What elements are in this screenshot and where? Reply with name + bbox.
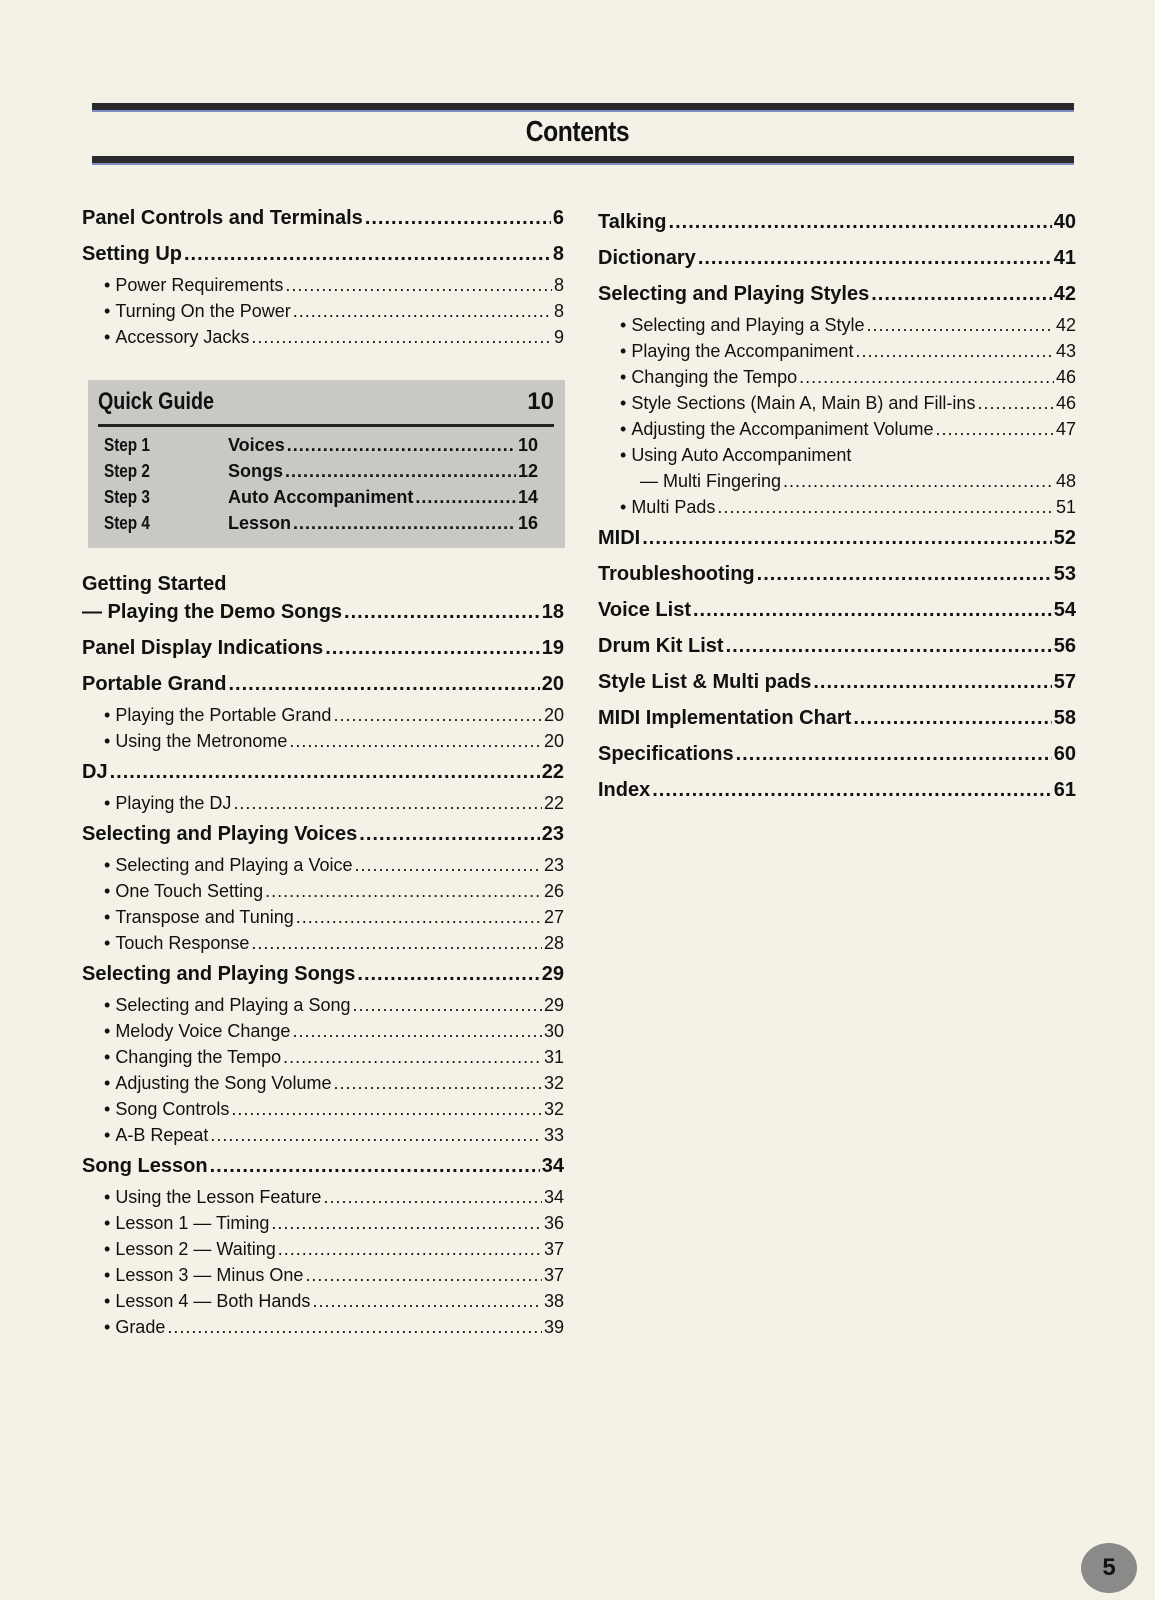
toc-subentry[interactable] [82, 1314, 564, 1340]
quick-guide-step[interactable] [104, 432, 538, 458]
toc-entry[interactable] [82, 666, 564, 702]
toc-entry-label: MIDI [598, 527, 641, 549]
toc-entry-label: Troubleshooting [598, 563, 755, 585]
bullet-icon: • [620, 445, 627, 465]
toc-entry-page: 32 [543, 1099, 564, 1119]
toc-entry-label: Selecting and Playing a Style [631, 315, 865, 335]
toc-subentry[interactable] [598, 338, 1076, 364]
leader-dots [323, 1184, 542, 1210]
bullet-icon: • [620, 367, 627, 387]
leader-dots [110, 754, 540, 790]
toc-entry-label: Turning On the Power [115, 301, 291, 321]
toc-entry-label: — Multi Fingering [640, 471, 782, 491]
leader-dots [365, 200, 551, 236]
toc-entry-page: 42 [1053, 283, 1076, 305]
toc-entry-label: Transpose and Tuning [115, 907, 294, 927]
leader-dots [293, 510, 516, 536]
step-title: Songs [228, 461, 284, 481]
bullet-icon: • [104, 1021, 111, 1041]
toc-entry-label: Panel Controls and Terminals [82, 207, 363, 229]
toc-subentry[interactable] [82, 852, 564, 878]
toc-subentry[interactable] [82, 298, 564, 324]
toc-entry-label: Dictionary [598, 247, 696, 269]
leader-dots [251, 930, 542, 956]
toc-subentry[interactable] [82, 272, 564, 298]
bullet-icon: • [620, 315, 627, 335]
quick-guide-step[interactable] [104, 458, 538, 484]
leader-dots [228, 666, 539, 702]
bullet-icon: • [104, 1125, 111, 1145]
toc-subentry[interactable] [598, 442, 1076, 468]
leader-dots [652, 772, 1052, 808]
toc-subentry[interactable] [82, 1262, 564, 1288]
leader-dots [726, 628, 1052, 664]
quick-guide-step[interactable] [104, 510, 538, 536]
toc-entry-label: Lesson 3 — Minus One [115, 1265, 304, 1285]
quick-guide-page: 10 [527, 388, 554, 415]
step-label [104, 484, 413, 510]
leader-dots [757, 556, 1052, 592]
toc-entry-page: 41 [1053, 247, 1076, 269]
toc-entry-page: 48 [1055, 471, 1076, 491]
bullet-icon: • [104, 855, 111, 875]
toc-subentry[interactable] [82, 1018, 564, 1044]
toc-entry-page: 32 [543, 1073, 564, 1093]
toc-entry-label: Melody Voice Change [115, 1021, 291, 1041]
leader-dots [305, 1262, 542, 1288]
toc-entry-label: Lesson 2 — Waiting [115, 1239, 276, 1259]
bullet-icon: • [104, 731, 111, 751]
toc-entry-page: 53 [1053, 563, 1076, 585]
toc-entry-label: — Playing the Demo Songs [82, 601, 343, 623]
toc-entry[interactable] [82, 630, 564, 666]
toc-subentry[interactable] [82, 324, 564, 350]
toc-entry-label: Using Auto Accompaniment [631, 445, 852, 465]
toc-entry-page: 8 [553, 301, 564, 321]
toc-entry[interactable] [598, 556, 1076, 592]
toc-subentry[interactable] [82, 1096, 564, 1122]
bullet-icon: • [104, 995, 111, 1015]
toc-entry[interactable] [82, 236, 564, 272]
bullet-icon: • [104, 301, 111, 321]
toc-entry-label: MIDI Implementation Chart [598, 707, 852, 729]
toc-entry[interactable] [598, 240, 1076, 276]
toc-entry-page: 20 [543, 705, 564, 725]
toc-entry-page: 36 [543, 1213, 564, 1233]
toc-entry-page: 29 [541, 963, 564, 985]
leader-dots [210, 1148, 540, 1184]
leader-dots [717, 494, 1054, 520]
toc-entry-page: 29 [543, 995, 564, 1015]
toc-entry-page: 20 [543, 731, 564, 751]
toc-entry-label: Selecting and Playing a Song [115, 995, 351, 1015]
toc-entry-label: Setting Up [82, 243, 182, 265]
toc-entry[interactable] [598, 772, 1076, 808]
leader-dots [271, 1210, 542, 1236]
toc-entry[interactable] [82, 594, 564, 630]
step-number: Step 3 [104, 487, 150, 507]
leader-dots [344, 594, 540, 630]
toc-entry[interactable] [82, 754, 564, 790]
toc-entry-label: Index [598, 779, 651, 801]
toc-entry-page: 18 [541, 601, 564, 623]
leader-dots [354, 852, 541, 878]
toc-entry-page: 46 [1055, 393, 1076, 413]
toc-entry-page: 23 [541, 823, 564, 845]
toc-entry-page: 19 [541, 637, 564, 659]
toc-entry-page: 61 [1053, 779, 1076, 801]
bullet-icon: • [104, 327, 111, 347]
toc-entry-page: 42 [1055, 315, 1076, 335]
toc-entry-page: 34 [543, 1187, 564, 1207]
leader-dots [231, 1096, 542, 1122]
toc-entry-page: 26 [543, 881, 564, 901]
toc-entry-label: A-B Repeat [115, 1125, 209, 1145]
toc-subentry[interactable] [598, 468, 1076, 494]
quick-guide-box [88, 380, 565, 548]
toc-entry[interactable] [82, 200, 564, 236]
toc-entry-page: 27 [543, 907, 564, 927]
leader-dots [184, 236, 551, 272]
toc-subentry[interactable] [82, 790, 564, 816]
toc-subentry[interactable] [598, 364, 1076, 390]
toc-entry-label: Selecting and Playing Voices [82, 823, 358, 845]
toc-entry-label: Talking [598, 211, 667, 233]
leader-dots [333, 1070, 542, 1096]
quick-guide-title: Quick Guide [98, 388, 214, 415]
step-page: 12 [517, 461, 538, 481]
toc-entry-page: 56 [1053, 635, 1076, 657]
leader-dots [265, 878, 542, 904]
toc-entry-label: One Touch Setting [115, 881, 264, 901]
toc-entry-label: Using the Lesson Feature [115, 1187, 322, 1207]
step-label [104, 458, 283, 484]
bullet-icon: • [104, 275, 111, 295]
toc-entry-page: 23 [543, 855, 564, 875]
toc-entry-page: 51 [1055, 497, 1076, 517]
toc-subentry[interactable] [82, 1184, 564, 1210]
toc-left-top [82, 200, 564, 350]
toc-entry-page: 40 [1053, 211, 1076, 233]
leader-dots [287, 432, 516, 458]
leader-dots [210, 1122, 542, 1148]
leader-dots [855, 338, 1054, 364]
toc-entry-label: Multi Pads [631, 497, 716, 517]
quick-guide-steps [104, 432, 538, 536]
bullet-icon: • [620, 497, 627, 517]
bullet-icon: • [620, 419, 627, 439]
toc-entry-label: Song Lesson [82, 1155, 208, 1177]
toc-entry-page: 39 [543, 1317, 564, 1337]
toc-entry-label: Adjusting the Song Volume [115, 1073, 332, 1093]
leader-dots [333, 702, 542, 728]
toc-left-bottom [82, 566, 564, 1340]
bullet-icon: • [104, 907, 111, 927]
toc-entry[interactable] [82, 1148, 564, 1184]
step-title: Lesson [228, 513, 292, 533]
toc-entry-page: 22 [543, 793, 564, 813]
quick-guide-header [98, 380, 554, 427]
toc-subentry[interactable] [82, 728, 564, 754]
toc-subentry[interactable] [82, 878, 564, 904]
bullet-icon: • [104, 881, 111, 901]
toc-entry-page: 22 [541, 761, 564, 783]
bullet-icon: • [620, 393, 627, 413]
step-label [104, 510, 291, 536]
leader-dots [352, 992, 541, 1018]
leader-dots [866, 312, 1054, 338]
leader-dots [799, 364, 1054, 390]
toc-entry-label: DJ [82, 761, 108, 783]
top-rule [92, 103, 1074, 112]
toc-entry-page: 60 [1053, 743, 1076, 765]
toc-entry-label: Accessory Jacks [115, 327, 250, 347]
bullet-icon: • [620, 341, 627, 361]
bullet-icon: • [104, 1187, 111, 1207]
toc-entry-page: 8 [552, 243, 564, 265]
toc-entry-page: 54 [1053, 599, 1076, 621]
toc-entry[interactable] [598, 664, 1076, 700]
toc-entry-label: Voice List [598, 599, 691, 621]
toc-subentry[interactable] [82, 992, 564, 1018]
leader-dots [936, 416, 1054, 442]
toc-entry[interactable] [598, 520, 1076, 556]
toc-subentry[interactable] [82, 1044, 564, 1070]
leader-dots [359, 816, 539, 852]
toc-entry-page: 46 [1055, 367, 1076, 387]
toc-entry[interactable] [598, 204, 1076, 240]
leader-dots [285, 458, 516, 484]
step-number: Step 1 [104, 435, 150, 455]
toc-right [598, 204, 1076, 808]
bullet-icon: • [104, 1239, 111, 1259]
toc-entry-label: Playing the Portable Grand [115, 705, 332, 725]
toc-subentry[interactable] [598, 390, 1076, 416]
step-number: Step 2 [104, 461, 150, 481]
toc-entry-label: Panel Display Indications [82, 637, 324, 659]
toc-entry-page: 37 [543, 1239, 564, 1259]
toc-entry-label: Selecting and Playing a Voice [115, 855, 353, 875]
toc-entry-label: Adjusting the Accompaniment Volume [631, 419, 934, 439]
leader-dots [251, 324, 552, 350]
leader-dots [736, 736, 1052, 772]
leader-dots [853, 700, 1051, 736]
leader-dots [977, 390, 1054, 416]
toc-entry-label: Power Requirements [115, 275, 284, 295]
toc-entry[interactable] [598, 700, 1076, 736]
toc-entry-page: 43 [1055, 341, 1076, 361]
leader-dots [296, 904, 542, 930]
leader-dots [325, 630, 540, 666]
toc-entry[interactable] [598, 592, 1076, 628]
toc-entry[interactable] [598, 736, 1076, 772]
toc-subentry[interactable] [82, 1210, 564, 1236]
toc-entry-page: 30 [543, 1021, 564, 1041]
toc-entry[interactable] [598, 628, 1076, 664]
toc-entry-label: Song Controls [115, 1099, 230, 1119]
toc-subentry[interactable] [598, 416, 1076, 442]
toc-subentry[interactable] [82, 1070, 564, 1096]
toc-subentry[interactable] [82, 904, 564, 930]
leader-dots [693, 592, 1052, 628]
toc-entry-label: Style Sections (Main A, Main B) and Fill-ins [631, 393, 976, 413]
toc-entry[interactable] [598, 276, 1076, 312]
quick-guide-step[interactable] [104, 484, 538, 510]
leader-dots [289, 728, 542, 754]
bullet-icon: • [104, 1265, 111, 1285]
toc-entry-label: Grade [115, 1317, 166, 1337]
toc-subentry[interactable] [82, 1288, 564, 1314]
toc-subentry[interactable] [82, 1236, 564, 1262]
toc-entry-page: 38 [543, 1291, 564, 1311]
toc-entry-label: Using the Metronome [115, 731, 288, 751]
toc-entry-page: 6 [552, 207, 564, 229]
page-title: Contents [525, 116, 630, 148]
toc-entry-label: Drum Kit List [598, 635, 724, 657]
bullet-icon: • [104, 1317, 111, 1337]
bullet-icon: • [104, 793, 111, 813]
bullet-icon: • [104, 705, 111, 725]
leader-dots [357, 956, 539, 992]
page-number-badge: 5 [1081, 1543, 1137, 1593]
toc-entry-page: 33 [543, 1125, 564, 1145]
toc-entry-label: Playing the Accompaniment [631, 341, 854, 361]
step-label [104, 432, 285, 458]
step-page: 16 [517, 513, 538, 533]
toc-entry[interactable] [82, 816, 564, 852]
step-page: 14 [517, 487, 538, 507]
toc-subentry[interactable] [598, 494, 1076, 520]
leader-dots [283, 1044, 542, 1070]
toc-entry-label: Changing the Tempo [631, 367, 798, 387]
toc-entry-label: Changing the Tempo [115, 1047, 282, 1067]
step-page: 10 [517, 435, 538, 455]
leader-dots [783, 468, 1054, 494]
toc-subentry[interactable] [82, 930, 564, 956]
toc-entry-page: 37 [543, 1265, 564, 1285]
bullet-icon: • [104, 1047, 111, 1067]
leader-dots [285, 272, 552, 298]
toc-entry-label: Selecting and Playing Styles [598, 283, 870, 305]
leader-dots [698, 240, 1052, 276]
bullet-icon: • [104, 933, 111, 953]
toc-entry-page: 57 [1053, 671, 1076, 693]
leader-dots [292, 1018, 542, 1044]
toc-entry-page: 28 [543, 933, 564, 953]
leader-dots [871, 276, 1052, 312]
leader-dots [167, 1314, 542, 1340]
leader-dots [293, 298, 552, 324]
toc-subentry[interactable] [82, 702, 564, 728]
bullet-icon: • [104, 1291, 111, 1311]
leader-dots [233, 790, 542, 816]
step-number: Step 4 [104, 513, 150, 533]
toc-entry-label: Getting Started [82, 573, 227, 595]
toc-entry[interactable] [82, 956, 564, 992]
toc-entry-label: Touch Response [115, 933, 250, 953]
step-title: Voices [228, 435, 285, 455]
step-title: Auto Accompaniment [228, 487, 414, 507]
leader-dots [415, 484, 516, 510]
leader-dots [312, 1288, 542, 1314]
bullet-icon: • [104, 1073, 111, 1093]
leader-dots [669, 204, 1052, 240]
toc-subentry[interactable] [598, 312, 1076, 338]
bullet-icon: • [104, 1213, 111, 1233]
toc-entry-page: 31 [543, 1047, 564, 1067]
toc-entry-label: Specifications [598, 743, 734, 765]
leader-dots [642, 520, 1052, 556]
toc-entry-page: 52 [1053, 527, 1076, 549]
toc-entry-label: Lesson 1 — Timing [115, 1213, 270, 1233]
toc-entry-label: Lesson 4 — Both Hands [115, 1291, 311, 1311]
bottom-rule [92, 156, 1074, 165]
toc-entry-page: 9 [553, 327, 564, 347]
toc-entry-page: 58 [1053, 707, 1076, 729]
toc-entry-label: Portable Grand [82, 673, 227, 695]
toc-entry-label: Playing the DJ [115, 793, 232, 813]
toc-entry-page: 34 [541, 1155, 564, 1177]
toc-entry-page: 20 [541, 673, 564, 695]
leader-dots [278, 1236, 542, 1262]
leader-dots [813, 664, 1051, 700]
toc-entry-page: 47 [1055, 419, 1076, 439]
toc-subentry[interactable] [82, 1122, 564, 1148]
toc-entry-label: Style List & Multi pads [598, 671, 812, 693]
bullet-icon: • [104, 1099, 111, 1119]
toc-entry-label: Selecting and Playing Songs [82, 963, 356, 985]
toc-entry-page: 8 [553, 275, 564, 295]
